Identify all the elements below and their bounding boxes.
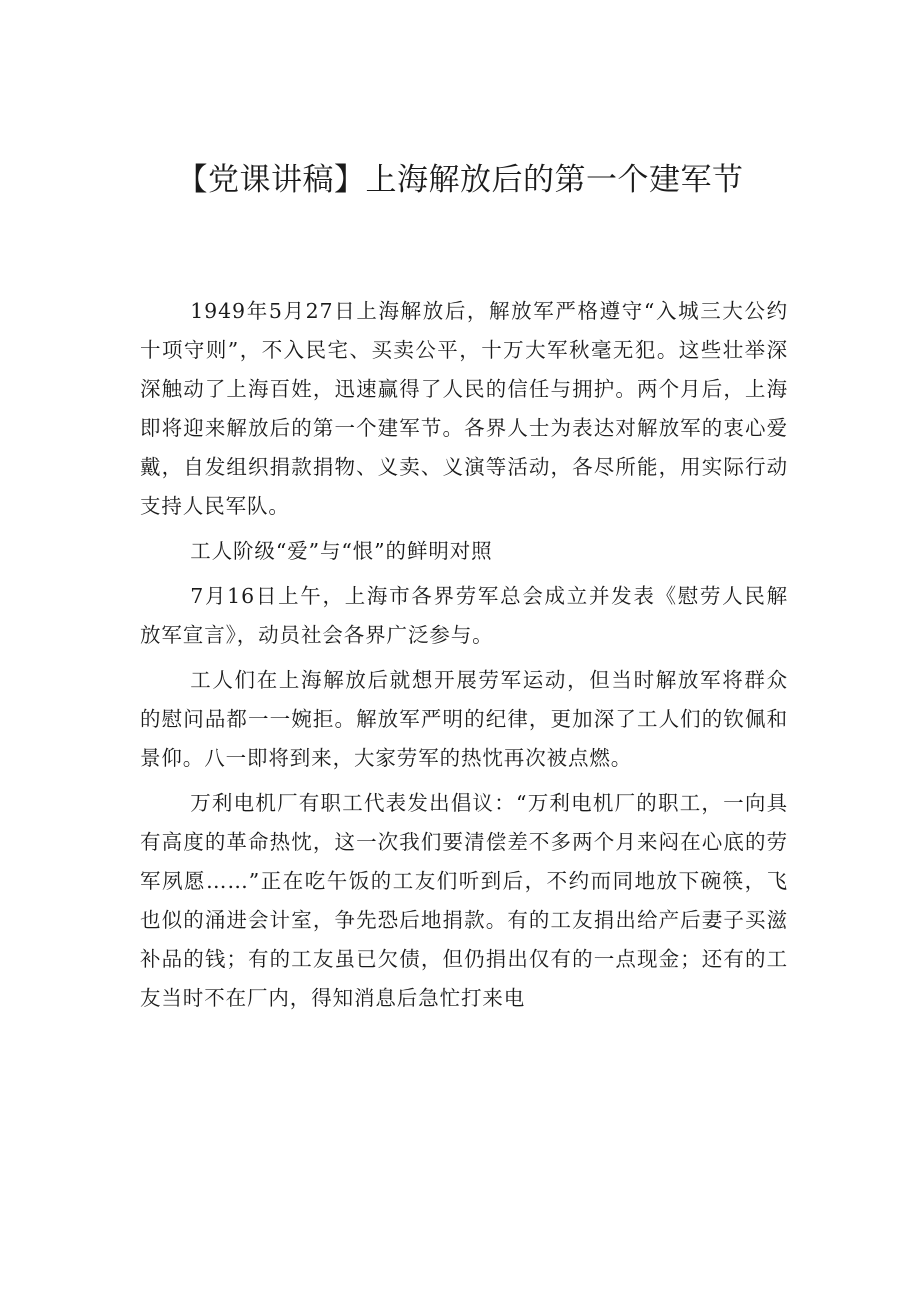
paragraph-wanli-factory: 万利电机厂有职工代表发出倡议：“万利电机厂的职工，一向具有高度的革命热忱，这一次我们要清偿差不多两个月来闷在心底的劳军夙愿……”正在吃午饭的工友们听到后，不约而同地放下碗筷，飞也似的涌进会计室，争先恐后地捐款。有的工友捐出给产后妻子买滋补品的钱；有的工友虽已欠债，但仍捐出仅有的一点现金；还有的工友当时不在厂内，得知消息后急忙打来电 — [140, 791, 788, 1010]
document-title: 【党课讲稿】上海解放后的第一个建军节 — [176, 162, 744, 198]
document-body — [140, 292, 788, 1024]
paragraph-workers: 工人们在上海解放后就想开展劳军运动，但当时解放军将群众的慰问品都一一婉拒。解放军严明的纪律，更加深了工人们的钦佩和景仰。八一即将到来，大家劳军的热忱再次被点燃。 — [140, 668, 788, 770]
section-heading: 工人阶级“爱”与“恨”的鲜明对照 — [190, 539, 493, 563]
paragraph-intro: 1949年5月27日上海解放后，解放军严格遵守“入城三大公约十项守则”，不入民宅、买卖公平，十万大军秋毫无犯。这些壮举深深触动了上海百姓，迅速赢得了人民的信任与拥护。两个月后，上海即将迎来解放后的第一个建军节。各界人士为表达对解放军的衷心爱戴，自发组织捐款捐物、义卖、义演等活动，各尽所能，用实际行动支持人民军队。 — [140, 299, 788, 518]
paragraph-labor-association: 7月16日上午，上海市各界劳军总会成立并发表《慰劳人民解放军宣言》，动员社会各界广泛参与。 — [140, 584, 788, 647]
